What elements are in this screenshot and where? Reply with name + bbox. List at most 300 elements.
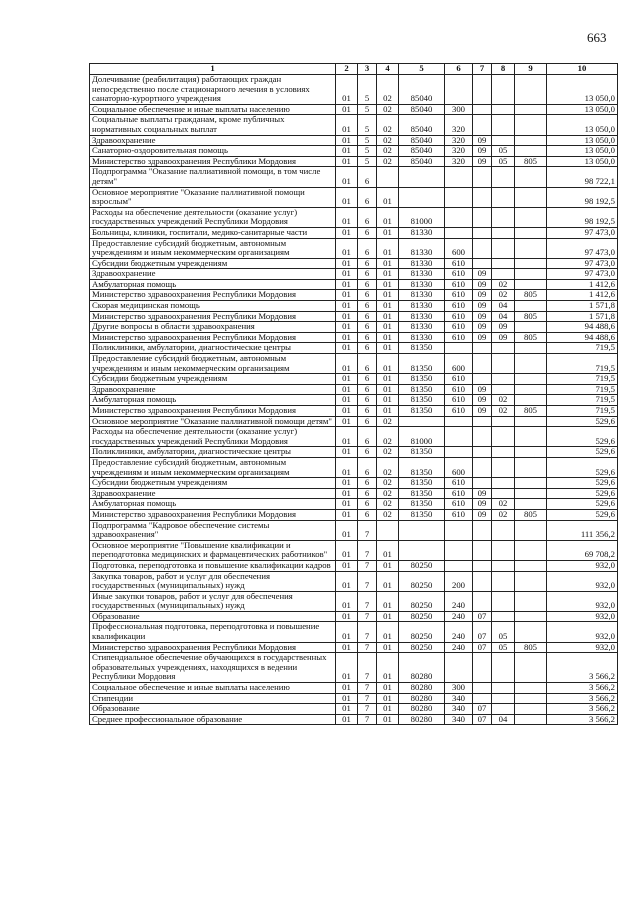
code-cell: 610 (445, 322, 473, 333)
code-cell (445, 187, 473, 207)
code-cell: 01 (377, 384, 399, 395)
code-cell: 81330 (399, 279, 445, 290)
code-cell (515, 683, 547, 694)
code-cell: 805 (515, 311, 547, 322)
code-cell: 81330 (399, 290, 445, 301)
code-cell: 01 (377, 683, 399, 694)
code-cell (473, 520, 492, 540)
code-cell: 01 (377, 642, 399, 653)
code-cell: 01 (377, 332, 399, 343)
code-cell: 6 (358, 311, 377, 322)
row-name-cell: Стипендиальное обеспечение обучающихся в государственных образовательных учреждениях, находящихся в ведении Республики Мордовия (90, 653, 336, 683)
code-cell: 02 (377, 447, 399, 458)
row-name-cell: Образование (90, 611, 336, 622)
row-name-cell: Министерство здравоохранения Республики Мордовия (90, 406, 336, 417)
code-cell: 320 (445, 156, 473, 167)
code-cell: 01 (336, 167, 358, 187)
code-cell: 7 (358, 642, 377, 653)
table-row (90, 540, 618, 560)
code-cell: 01 (336, 693, 358, 704)
code-cell: 81330 (399, 238, 445, 258)
code-cell: 01 (377, 560, 399, 571)
table-row (90, 611, 618, 622)
code-cell: 7 (358, 622, 377, 642)
code-cell (492, 269, 515, 280)
code-cell: 07 (473, 611, 492, 622)
code-cell: 81330 (399, 322, 445, 333)
code-cell: 01 (336, 146, 358, 157)
code-cell: 7 (358, 540, 377, 560)
table-row (90, 279, 618, 290)
code-cell (515, 269, 547, 280)
code-cell: 09 (473, 322, 492, 333)
code-cell: 01 (377, 279, 399, 290)
code-cell: 6 (358, 447, 377, 458)
code-cell: 81330 (399, 269, 445, 280)
code-cell: 01 (377, 406, 399, 417)
row-name-cell: Расходы на обеспечение деятельности (оказание услуг) государственных учреждений Республики Мордовия (90, 427, 336, 447)
table-row (90, 146, 618, 157)
table-row (90, 571, 618, 591)
code-cell: 81350 (399, 457, 445, 477)
code-cell: 81350 (399, 406, 445, 417)
table-row (90, 714, 618, 725)
code-cell: 01 (336, 104, 358, 115)
code-cell: 02 (377, 457, 399, 477)
code-cell: 80280 (399, 714, 445, 725)
row-name-cell: Амбулаторная помощь (90, 499, 336, 510)
table-row (90, 653, 618, 683)
amount-cell: 13 050,0 (547, 156, 618, 167)
code-cell (445, 520, 473, 540)
code-cell: 04 (492, 714, 515, 725)
row-name-cell: Социальное обеспечение и иные выплаты населению (90, 683, 336, 694)
code-cell (473, 427, 492, 447)
row-name-cell: Здравоохранение (90, 135, 336, 146)
code-cell: 01 (377, 269, 399, 280)
code-cell: 6 (358, 395, 377, 406)
code-cell: 81330 (399, 301, 445, 312)
code-cell (473, 591, 492, 611)
code-cell: 6 (358, 269, 377, 280)
code-cell: 80280 (399, 683, 445, 694)
code-cell (445, 167, 473, 187)
code-cell: 81330 (399, 311, 445, 322)
code-cell: 01 (336, 509, 358, 520)
code-cell (492, 238, 515, 258)
row-name-cell: Другие вопросы в области здравоохранения (90, 322, 336, 333)
code-cell: 01 (377, 374, 399, 385)
code-cell: 05 (492, 622, 515, 642)
code-cell (515, 343, 547, 354)
code-cell (473, 354, 492, 374)
code-cell (473, 75, 492, 105)
code-cell: 5 (358, 135, 377, 146)
code-cell: 610 (445, 279, 473, 290)
code-cell: 80250 (399, 622, 445, 642)
header-cell: 2 (336, 64, 358, 75)
code-cell (445, 227, 473, 238)
row-name-cell: Больницы, клиники, госпитали, медико-санитарные части (90, 227, 336, 238)
row-name-cell: Субсидии бюджетным учреждениям (90, 374, 336, 385)
amount-cell: 719,5 (547, 384, 618, 395)
code-cell (515, 187, 547, 207)
code-cell: 01 (336, 488, 358, 499)
code-cell: 340 (445, 714, 473, 725)
amount-cell: 98 192,5 (547, 187, 618, 207)
code-cell: 01 (377, 540, 399, 560)
row-name-cell: Иные закупки товаров, работ и услуг для обеспечения государственных (муниципальных) нужд (90, 591, 336, 611)
code-cell: 805 (515, 332, 547, 343)
row-name-cell: Санаторно-оздоровительная помощь (90, 146, 336, 157)
code-cell: 85040 (399, 135, 445, 146)
code-cell (515, 540, 547, 560)
code-cell (515, 279, 547, 290)
code-cell: 04 (492, 311, 515, 322)
code-cell: 02 (377, 488, 399, 499)
code-cell (515, 207, 547, 227)
code-cell: 80250 (399, 611, 445, 622)
table-row (90, 509, 618, 520)
code-cell (473, 115, 492, 135)
code-cell: 01 (336, 115, 358, 135)
code-cell (515, 622, 547, 642)
code-cell: 81350 (399, 488, 445, 499)
code-cell: 02 (377, 75, 399, 105)
code-cell: 6 (358, 509, 377, 520)
amount-cell: 719,5 (547, 374, 618, 385)
code-cell: 6 (358, 167, 377, 187)
code-cell: 01 (336, 301, 358, 312)
table-row (90, 332, 618, 343)
code-cell: 01 (336, 279, 358, 290)
code-cell: 610 (445, 311, 473, 322)
table-row (90, 135, 618, 146)
code-cell: 7 (358, 520, 377, 540)
code-cell: 02 (377, 427, 399, 447)
code-cell: 6 (358, 478, 377, 489)
code-cell: 6 (358, 290, 377, 301)
code-cell: 81350 (399, 354, 445, 374)
code-cell: 07 (473, 714, 492, 725)
code-cell (492, 384, 515, 395)
amount-cell: 69 708,2 (547, 540, 618, 560)
code-cell: 01 (377, 354, 399, 374)
code-cell: 01 (336, 384, 358, 395)
code-cell: 01 (377, 704, 399, 715)
code-cell: 81330 (399, 258, 445, 269)
amount-cell: 13 050,0 (547, 146, 618, 157)
amount-cell: 97 473,0 (547, 227, 618, 238)
code-cell: 5 (358, 104, 377, 115)
table-row (90, 560, 618, 571)
code-cell: 610 (445, 301, 473, 312)
amount-cell: 13 050,0 (547, 135, 618, 146)
code-cell: 02 (377, 499, 399, 510)
row-name-cell: Образование (90, 704, 336, 715)
code-cell: 01 (336, 416, 358, 427)
code-cell (515, 427, 547, 447)
row-name-cell: Предоставление субсидий бюджетным, автономным учреждениям и иным некоммерческим организациям (90, 457, 336, 477)
table-row (90, 269, 618, 280)
code-cell: 5 (358, 115, 377, 135)
code-cell: 01 (336, 642, 358, 653)
code-cell: 7 (358, 714, 377, 725)
row-name-cell: Здравоохранение (90, 384, 336, 395)
code-cell (445, 427, 473, 447)
code-cell (515, 478, 547, 489)
amount-cell: 529,6 (547, 457, 618, 477)
code-cell (473, 207, 492, 227)
code-cell: 7 (358, 693, 377, 704)
table-row (90, 478, 618, 489)
header-cell: 9 (515, 64, 547, 75)
code-cell: 805 (515, 156, 547, 167)
code-cell: 01 (377, 571, 399, 591)
code-cell (377, 167, 399, 187)
amount-cell: 719,5 (547, 395, 618, 406)
code-cell: 6 (358, 384, 377, 395)
amount-cell: 3 566,2 (547, 714, 618, 725)
code-cell: 01 (336, 290, 358, 301)
code-cell (473, 416, 492, 427)
code-cell: 81000 (399, 207, 445, 227)
code-cell (492, 115, 515, 135)
code-cell: 7 (358, 560, 377, 571)
code-cell: 01 (377, 187, 399, 207)
code-cell: 09 (473, 395, 492, 406)
code-cell: 600 (445, 238, 473, 258)
code-cell (473, 374, 492, 385)
code-cell (492, 227, 515, 238)
code-cell: 6 (358, 343, 377, 354)
code-cell (473, 457, 492, 477)
amount-cell: 529,6 (547, 478, 618, 489)
code-cell: 340 (445, 693, 473, 704)
amount-cell: 529,6 (547, 499, 618, 510)
amount-cell: 111 356,2 (547, 520, 618, 540)
table-row (90, 384, 618, 395)
code-cell (515, 591, 547, 611)
code-cell: 6 (358, 427, 377, 447)
code-cell (492, 653, 515, 683)
row-name-cell: Основное мероприятие "Оказание паллиативной помощи взрослым" (90, 187, 336, 207)
code-cell: 05 (492, 642, 515, 653)
table-row (90, 406, 618, 417)
code-cell: 09 (473, 279, 492, 290)
row-name-cell: Субсидии бюджетным учреждениям (90, 478, 336, 489)
table-row (90, 167, 618, 187)
code-cell: 240 (445, 622, 473, 642)
code-cell: 6 (358, 301, 377, 312)
code-cell: 01 (377, 714, 399, 725)
code-cell: 5 (358, 75, 377, 105)
code-cell (515, 227, 547, 238)
code-cell: 01 (336, 395, 358, 406)
code-cell (492, 591, 515, 611)
code-cell: 81350 (399, 395, 445, 406)
code-cell (377, 520, 399, 540)
code-cell (492, 683, 515, 694)
code-cell: 610 (445, 332, 473, 343)
code-cell: 80250 (399, 571, 445, 591)
code-cell: 80250 (399, 591, 445, 611)
table-row (90, 75, 618, 105)
code-cell: 610 (445, 509, 473, 520)
table-row (90, 156, 618, 167)
code-cell (515, 416, 547, 427)
code-cell: 85040 (399, 75, 445, 105)
code-cell: 6 (358, 207, 377, 227)
code-cell: 81350 (399, 478, 445, 489)
row-name-cell: Социальные выплаты гражданам, кроме публичных нормативных социальных выплат (90, 115, 336, 135)
row-name-cell: Основное мероприятие "Повышение квалификации и переподготовка медицинских и фармацевтических работников" (90, 540, 336, 560)
row-name-cell: Стипендии (90, 693, 336, 704)
code-cell (492, 427, 515, 447)
table-body (90, 75, 618, 725)
code-cell: 04 (492, 301, 515, 312)
code-cell (515, 488, 547, 499)
code-cell: 01 (377, 301, 399, 312)
code-cell (473, 447, 492, 458)
table-row (90, 416, 618, 427)
table-row (90, 374, 618, 385)
code-cell: 300 (445, 683, 473, 694)
code-cell: 01 (377, 653, 399, 683)
code-cell: 01 (377, 258, 399, 269)
code-cell (473, 653, 492, 683)
table-row (90, 427, 618, 447)
amount-cell: 13 050,0 (547, 104, 618, 115)
code-cell: 7 (358, 571, 377, 591)
code-cell: 80280 (399, 653, 445, 683)
code-cell: 01 (336, 187, 358, 207)
code-cell (515, 384, 547, 395)
code-cell: 01 (336, 156, 358, 167)
code-cell: 01 (336, 354, 358, 374)
code-cell: 610 (445, 478, 473, 489)
amount-cell: 932,0 (547, 591, 618, 611)
code-cell: 6 (358, 457, 377, 477)
code-cell: 01 (336, 207, 358, 227)
code-cell: 6 (358, 332, 377, 343)
row-name-cell: Предоставление субсидий бюджетным, автономным учреждениям и иным некоммерческим организациям (90, 354, 336, 374)
table-row (90, 238, 618, 258)
header-cell: 3 (358, 64, 377, 75)
code-cell: 09 (473, 301, 492, 312)
code-cell: 01 (336, 571, 358, 591)
code-cell: 85040 (399, 115, 445, 135)
table-row (90, 693, 618, 704)
code-cell (473, 343, 492, 354)
code-cell: 01 (336, 560, 358, 571)
code-cell: 7 (358, 611, 377, 622)
code-cell: 320 (445, 115, 473, 135)
code-cell: 01 (336, 374, 358, 385)
code-cell: 240 (445, 611, 473, 622)
code-cell (492, 135, 515, 146)
code-cell (515, 447, 547, 458)
code-cell (473, 540, 492, 560)
amount-cell: 1 571,8 (547, 301, 618, 312)
code-cell (515, 167, 547, 187)
code-cell (445, 207, 473, 227)
code-cell: 09 (473, 156, 492, 167)
code-cell: 01 (336, 343, 358, 354)
code-cell (492, 488, 515, 499)
code-cell: 01 (336, 457, 358, 477)
row-name-cell: Расходы на обеспечение деятельности (оказание услуг) государственных учреждений Республики Мордовия (90, 207, 336, 227)
amount-cell: 13 050,0 (547, 115, 618, 135)
amount-cell: 932,0 (547, 560, 618, 571)
code-cell: 02 (492, 279, 515, 290)
code-cell: 01 (377, 395, 399, 406)
code-cell: 80250 (399, 642, 445, 653)
code-cell (492, 354, 515, 374)
code-cell (515, 258, 547, 269)
amount-cell: 3 566,2 (547, 683, 618, 694)
code-cell (492, 416, 515, 427)
code-cell (445, 416, 473, 427)
code-cell: 610 (445, 384, 473, 395)
code-cell: 5 (358, 156, 377, 167)
amount-cell: 529,6 (547, 488, 618, 499)
code-cell (473, 167, 492, 187)
code-cell: 01 (377, 207, 399, 227)
code-cell (399, 540, 445, 560)
header-cell: 10 (547, 64, 618, 75)
table-row (90, 520, 618, 540)
code-cell (473, 571, 492, 591)
amount-cell: 98 722,1 (547, 167, 618, 187)
code-cell: 01 (377, 290, 399, 301)
code-cell: 81350 (399, 343, 445, 354)
code-cell: 02 (377, 156, 399, 167)
code-cell: 6 (358, 406, 377, 417)
amount-cell: 94 488,6 (547, 322, 618, 333)
table-row (90, 457, 618, 477)
code-cell (473, 693, 492, 704)
code-cell: 09 (492, 322, 515, 333)
header-row (90, 64, 618, 75)
row-name-cell: Амбулаторная помощь (90, 279, 336, 290)
code-cell: 01 (336, 227, 358, 238)
code-cell: 320 (445, 146, 473, 157)
code-cell: 81330 (399, 227, 445, 238)
code-cell: 09 (473, 406, 492, 417)
amount-cell: 97 473,0 (547, 238, 618, 258)
code-cell: 6 (358, 374, 377, 385)
code-cell: 300 (445, 104, 473, 115)
amount-cell: 98 192,5 (547, 207, 618, 227)
code-cell (492, 374, 515, 385)
code-cell (473, 258, 492, 269)
budget-table (89, 63, 618, 725)
amount-cell: 529,6 (547, 427, 618, 447)
amount-cell: 719,5 (547, 343, 618, 354)
code-cell (399, 520, 445, 540)
code-cell (399, 416, 445, 427)
code-cell: 01 (377, 343, 399, 354)
code-cell: 6 (358, 187, 377, 207)
code-cell: 01 (377, 611, 399, 622)
code-cell: 81350 (399, 374, 445, 385)
amount-cell: 97 473,0 (547, 269, 618, 280)
code-cell: 02 (492, 395, 515, 406)
code-cell: 01 (336, 406, 358, 417)
code-cell: 01 (336, 135, 358, 146)
code-cell: 01 (336, 322, 358, 333)
